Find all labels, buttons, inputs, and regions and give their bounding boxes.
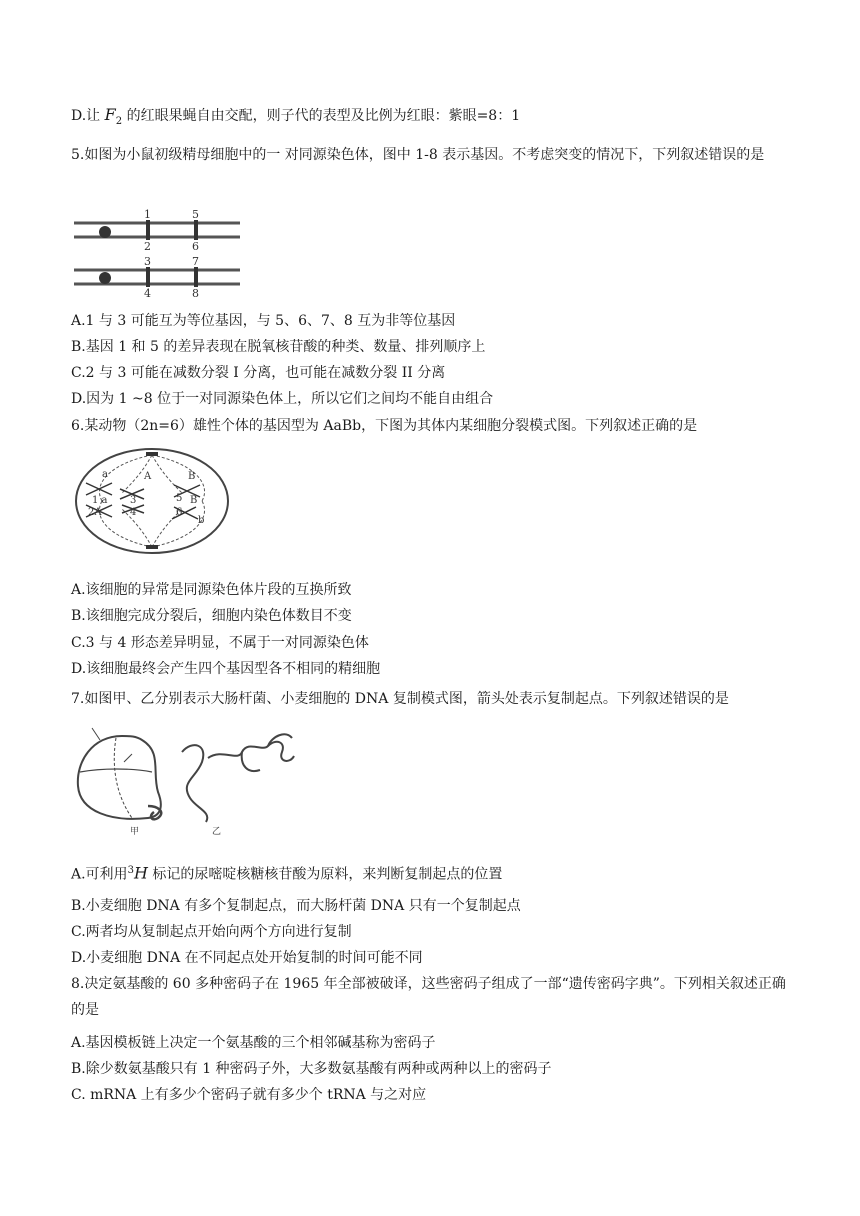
q8-option-a: A.基因模板链上决定一个氨基酸的三个相邻碱基称为密码子: [71, 1035, 436, 1051]
chromosome-number: 6: [176, 507, 183, 518]
q6-cell-division-figure: [72, 443, 234, 561]
ecoli-dna-circle: [78, 736, 161, 819]
q8-stem: 8.决定氨基酸的 60 多种密码子在 1965 年全部被破译，这些密码子组成了一部“遗传密码字典”。下列相关叙述正确的是: [71, 976, 786, 1018]
allele-label: A: [144, 471, 152, 482]
q5-option-d: D.因为 1 ~8 位于一对同源染色体上，所以它们之间均不能自由组合: [71, 391, 494, 407]
chromosome-number: 3: [130, 495, 137, 506]
q7-option-a: [71, 861, 502, 885]
gene-label: 5: [192, 208, 199, 221]
gene-label: 8: [192, 287, 199, 299]
q6-option-b: B.该细胞完成分裂后，细胞内染色体数目不变: [71, 608, 352, 624]
chromosome-number: 5: [176, 493, 183, 504]
q7-option-a-prefix: A.可利用: [71, 866, 128, 883]
h-variable: H: [133, 863, 148, 883]
q7-option-c: C.两者均从复制起点开始向两个方向进行复制: [71, 924, 352, 940]
wheat-dna-strand: [182, 734, 294, 822]
centrosome-bottom: [146, 545, 158, 549]
allele-label: b: [198, 515, 205, 526]
allele-label: 1 a: [92, 495, 108, 506]
gene-label: 6: [192, 240, 199, 253]
q4-option-d-prefix: D.让: [71, 108, 105, 124]
allele-label: a: [102, 469, 108, 480]
figure-label-yi: 乙: [212, 827, 222, 837]
q7-option-d: D.小麦细胞 DNA 在不同起点处开始复制的时间可能不同: [71, 950, 423, 966]
f-variable: F: [104, 105, 116, 124]
q4-option-d-text: 的红眼果蝇自由交配，则子代的表型及比例为红眼：紫眼=8：1: [122, 108, 521, 124]
replication-origin-arrow: [124, 754, 132, 762]
q6-option-c: C.3 与 4 形态差异明显，不属于一对同源染色体: [71, 635, 369, 651]
q5-option-c: C.2 与 3 可能在减数分裂 I 分离，也可能在减数分裂 II 分离: [71, 365, 446, 381]
q5-chromosome-figure: [72, 207, 247, 299]
replication-origin-arrow: [92, 728, 100, 740]
q8-option-c: C. mRNA 上有多少个密码子就有多少个 tRNA 与之对应: [71, 1087, 427, 1103]
gene-label: 7: [192, 255, 199, 268]
gene-label: 3: [144, 255, 151, 268]
centromere-lower: [99, 272, 111, 284]
allele-label: 2A: [88, 507, 102, 518]
q6-option-d: D.该细胞最终会产生四个基因型各不相同的精细胞: [71, 661, 381, 677]
allele-label: B: [190, 495, 198, 506]
gene-label: 2: [144, 240, 151, 253]
figure-label-jia: 甲: [130, 827, 140, 837]
centrosome-top: [146, 452, 158, 456]
q4-option-d: [71, 105, 520, 132]
q5-option-a: A.1 与 3 可能互为等位基因，与 5、6、7、8 互为非等位基因: [71, 313, 456, 329]
q7-dna-replication-figure: [72, 722, 306, 840]
gene-label: 1: [144, 208, 151, 221]
q6-option-a: A.该细胞的异常是同源染色体片段的互换所致: [71, 582, 352, 598]
isotope-superscript: 3: [127, 865, 134, 876]
centromere-upper: [99, 226, 111, 238]
q7-option-a-text: 标记的尿嘧啶核糖核苷酸为原料，来判断复制起点的位置: [147, 866, 503, 883]
allele-label: B: [188, 471, 196, 482]
q6-stem: 6.某动物（2n=6）雄性个体的基因型为 AaBb，下图为其体内某细胞分裂模式图。下列叙述正确的是: [71, 418, 698, 434]
chromosome-number: 4: [130, 507, 137, 518]
f-subscript: 2: [115, 115, 123, 127]
q8-option-b: B.除少数氨基酸只有 1 种密码子外，大多数氨基酸有两种或两种以上的密码子: [71, 1061, 552, 1077]
gene-label: 4: [144, 287, 151, 299]
q7-option-b: B.小麦细胞 DNA 有多个复制起点，而大肠杆菌 DNA 只有一个复制起点: [71, 898, 521, 914]
q7-stem: 7.如图甲、乙分别表示大肠杆菌、小麦细胞的 DNA 复制模式图，箭头处表示复制起点。下列叙述错误的是: [71, 691, 729, 707]
q5-option-b: B.基因 1 和 5 的差异表现在脱氧核苷酸的种类、数量、排列顺序上: [71, 339, 486, 355]
q5-stem: 5.如图为小鼠初级精母细胞中的一 对同源染色体，图中 1-8 表示基因。不考虑突变的情况下，下列叙述错误的是: [71, 147, 765, 163]
